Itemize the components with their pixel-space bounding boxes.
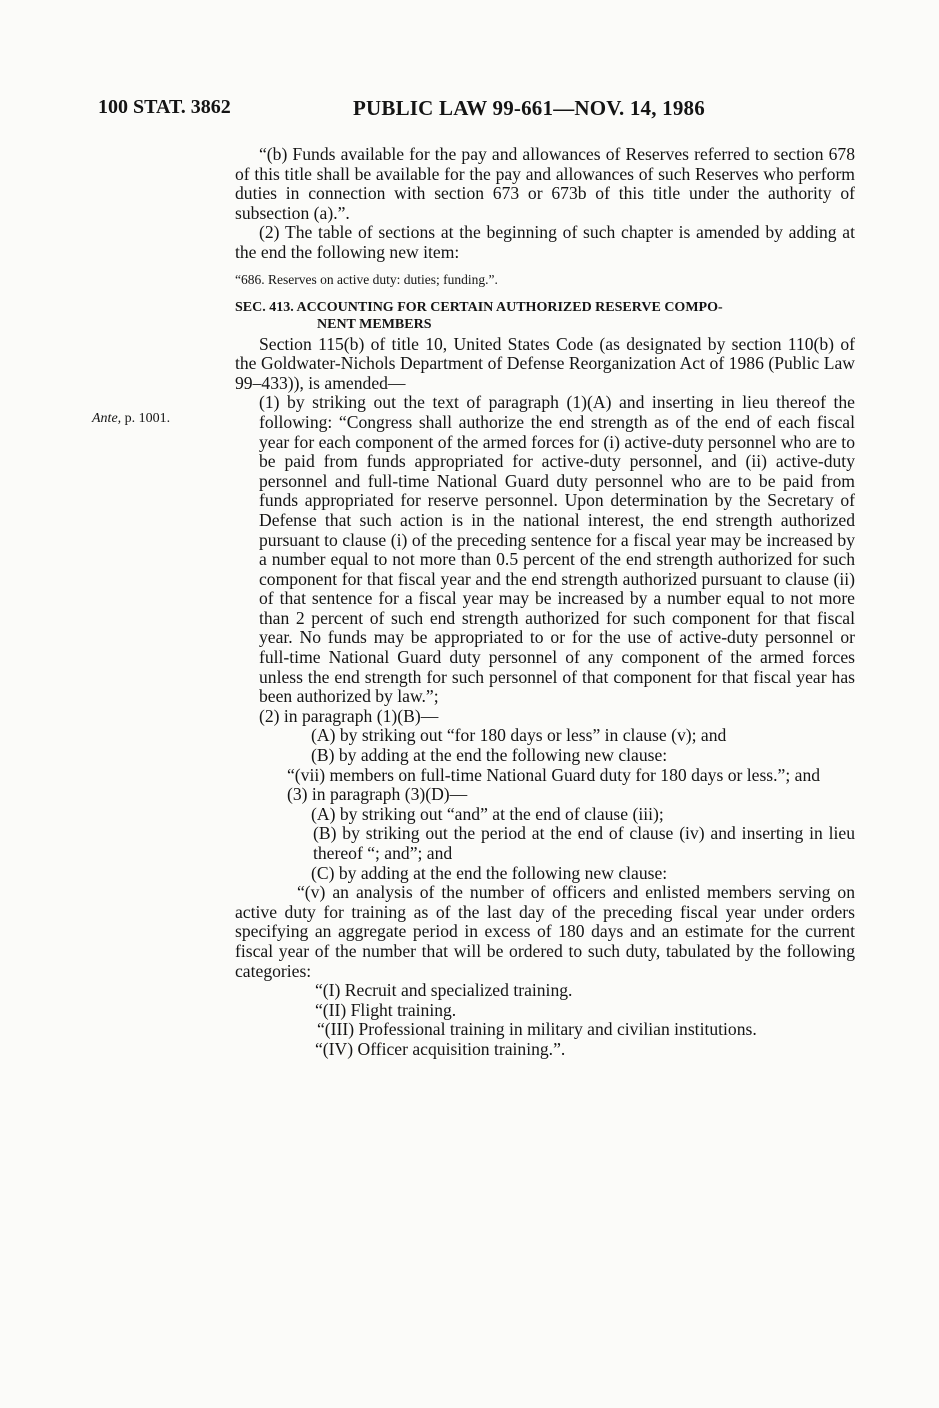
amendment-item-3A: (A) by striking out “and” at the end of clause (iii); [311, 803, 664, 824]
amendment-item-3C: (C) by adding at the end the following new clause: [311, 862, 668, 883]
margin-note [92, 411, 170, 427]
amendment-item-2: (2) in paragraph (1)(B)— [259, 705, 439, 726]
new-table-item: “686. Reserves on active duty: duties; funding.”. [235, 271, 498, 287]
amendment-item-1: (1) by striking out the text of paragraph (1)(A) and inserting in lieu thereof the following: “Congress shall authorize the end strength as of the end of each fiscal year for each component of the armed forces for (i) active-duty personnel who are to be paid from funds appropriated for active-duty personnel, and (ii) active-duty personnel and full-time National Guard duty personnel who are to be paid from funds appropriated for reserve personnel. Upon determination by the Secretary of Defense that such action is in the national interest, the end strength authorized pursuant to clause (i) of the preceding sentence for a fiscal year may be increased by a number equal to not more than 0.5 percent of the end strength authorized for such component for that fiscal year and the end strength authorized pursuant to clause (ii) of that sentence for a fiscal year may be increased by a number equal to not more than 2 percent of such end strength authorized for such component for that fiscal year. No funds may be appropriated to or for the use of active-duty personnel or full-time National Guard duty personnel of any component of the armed forces unless the end strength for such personnel of that component for that fiscal year has been authorized by law.”; [259, 392, 855, 707]
law-title: PUBLIC LAW 99-661—NOV. 14, 1986 [353, 96, 705, 120]
category-I: “(I) Recruit and specialized training. [315, 980, 573, 1001]
paragraph-2-table: (2) The table of sections at the beginning of such chapter is amended by adding at the end the following new item: [235, 222, 855, 262]
amendment-item-2B: (B) by adding at the end the following new clause: [311, 745, 668, 766]
amendment-item-2A: (A) by striking out “for 180 days or less” in clause (v); and [311, 725, 727, 746]
category-IV: “(IV) Officer acquisition training.”. [315, 1038, 566, 1059]
margin-note-page: p. 1001. [121, 411, 171, 426]
section-intro: Section 115(b) of title 10, United States Code (as designated by section 110(b) of the Goldwater-Nichols Department of Defense Reorganization Act of 1986 (Public Law 99–433)), is amended— [235, 333, 855, 393]
stat-page-reference: 100 STAT. 3862 [98, 96, 231, 118]
new-clause-vii: “(vii) members on full-time National Guard duty for 180 days or less.”; and [287, 764, 821, 785]
document-body [235, 145, 855, 1060]
category-III: “(III) Professional training in military and civilian institutions. [317, 1019, 757, 1040]
new-clause-v: “(v) an analysis of the number of officers and enlisted members serving on active duty for training as of the last day of the preceding fiscal year under orders specifying an aggregate period in excess of 180 days and an estimate for the current fiscal year of the number that will be ordered to such duty, tabulated by the following categories: [235, 882, 855, 981]
margin-note-label: Ante, [92, 411, 122, 426]
amendment-item-3B: (B) by striking out the period at the end of clause (iv) and inserting in lieu thereof “; and”; and [313, 823, 855, 863]
section-heading-line1: SEC. 413. ACCOUNTING FOR CERTAIN AUTHORIZED RESERVE COMPO- [235, 299, 723, 315]
category-II: “(II) Flight training. [315, 999, 457, 1020]
amendment-item-3: (3) in paragraph (3)(D)— [287, 784, 468, 805]
paragraph-b: “(b) Funds available for the pay and allowances of Reserves referred to section 678 of this title shall be available for the pay and allowances of such Reserves who perform duties in connection with section 673 or 673b of this title under the authority of subsection (a).”. [235, 144, 855, 223]
page-header [98, 96, 858, 126]
section-heading [235, 299, 855, 333]
section-heading-line2: NENT MEMBERS [317, 316, 432, 332]
